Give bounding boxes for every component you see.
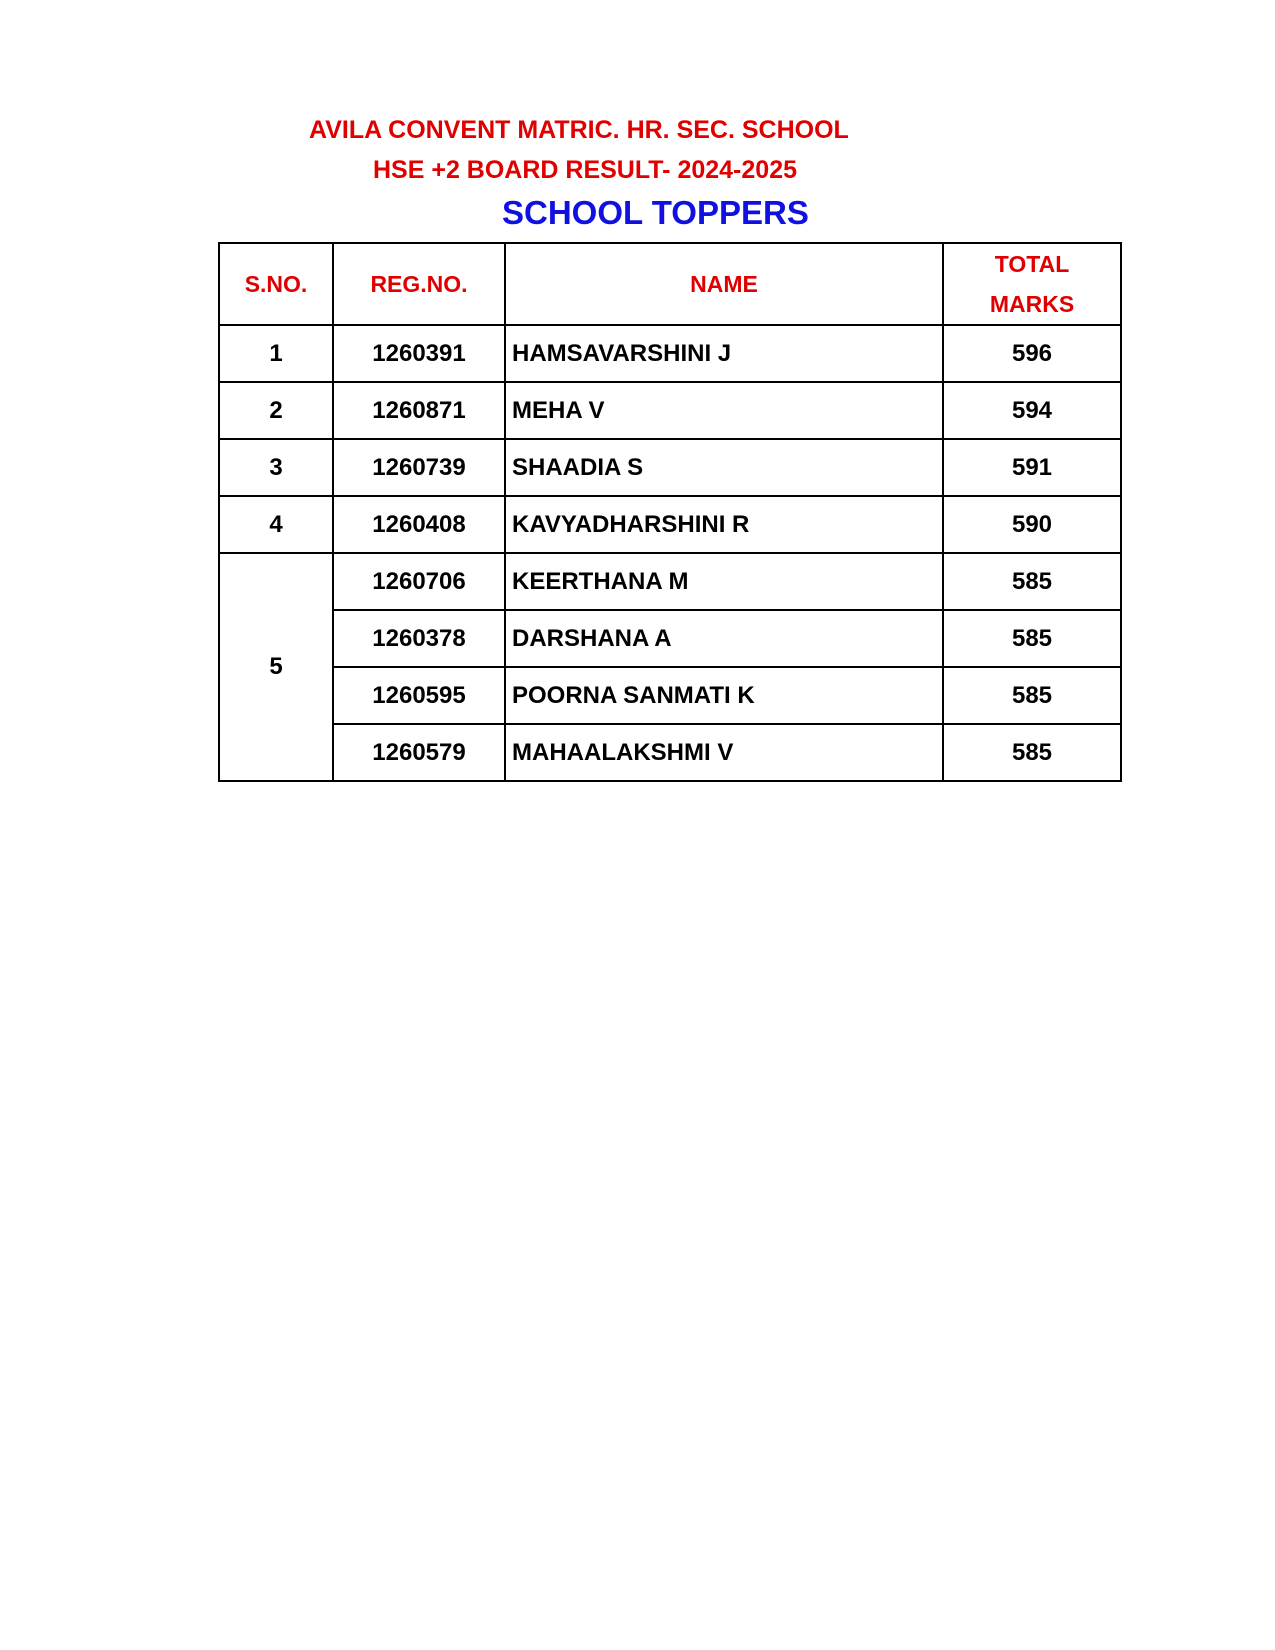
table-row <box>219 496 1121 553</box>
column-header-marks-label: MARKS <box>989 291 1075 317</box>
table-row <box>219 667 1121 724</box>
serial-number-cell: 2 <box>219 382 333 439</box>
student-name-cell: MEHA V <box>505 382 943 439</box>
total-marks-cell: 585 <box>943 667 1121 724</box>
student-name-cell: SHAADIA S <box>505 439 943 496</box>
serial-number-cell: 4 <box>219 496 333 553</box>
student-name-cell: POORNA SANMATI K <box>505 667 943 724</box>
table-row <box>219 553 1121 610</box>
reg-no-cell: 1260579 <box>333 724 505 781</box>
table-header-row <box>219 243 1121 325</box>
student-name-cell: DARSHANA A <box>505 610 943 667</box>
toppers-table <box>218 242 1122 782</box>
reg-no-cell: 1260378 <box>333 610 505 667</box>
reg-no-cell: 1260595 <box>333 667 505 724</box>
total-marks-cell: 585 <box>943 724 1121 781</box>
reg-no-cell: 1260391 <box>333 325 505 382</box>
reg-no-cell: 1260408 <box>333 496 505 553</box>
column-header-sno: S.NO. <box>219 243 333 325</box>
column-header-reg-no: REG.NO. <box>333 243 505 325</box>
total-marks-cell: 596 <box>943 325 1121 382</box>
table-row <box>219 382 1121 439</box>
column-header-total-label: TOTAL <box>994 251 1070 277</box>
column-header-name: NAME <box>505 243 943 325</box>
student-name-cell: MAHAALAKSHMI V <box>505 724 943 781</box>
serial-number-cell: 1 <box>219 325 333 382</box>
total-marks-cell: 594 <box>943 382 1121 439</box>
student-name-cell: KEERTHANA M <box>505 553 943 610</box>
total-marks-cell: 591 <box>943 439 1121 496</box>
toppers-table-body <box>219 325 1121 781</box>
table-row <box>219 325 1121 382</box>
reg-no-cell: 1260706 <box>333 553 505 610</box>
table-row <box>219 610 1121 667</box>
total-marks-cell: 585 <box>943 610 1121 667</box>
column-header-total-marks <box>943 243 1121 325</box>
serial-number-cell: 5 <box>219 553 333 781</box>
reg-no-cell: 1260739 <box>333 439 505 496</box>
result-title: HSE +2 BOARD RESULT- 2024-2025 <box>373 156 797 184</box>
table-row <box>219 724 1121 781</box>
table-row <box>219 439 1121 496</box>
total-marks-cell: 590 <box>943 496 1121 553</box>
total-marks-cell: 585 <box>943 553 1121 610</box>
page-title: SCHOOL TOPPERS <box>502 194 809 231</box>
school-name: AVILA CONVENT MATRIC. HR. SEC. SCHOOL <box>309 116 849 144</box>
student-name-cell: KAVYADHARSHINI R <box>505 496 943 553</box>
serial-number-cell: 3 <box>219 439 333 496</box>
reg-no-cell: 1260871 <box>333 382 505 439</box>
student-name-cell: HAMSAVARSHINI J <box>505 325 943 382</box>
